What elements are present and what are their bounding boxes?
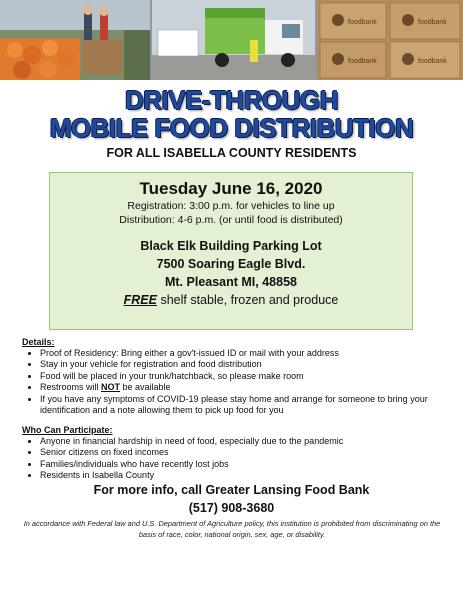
- flyer-title-line2: MOBILE FOOD DISTRIBUTION: [49, 113, 414, 143]
- details-heading: Details:: [22, 337, 55, 347]
- details-section: [22, 336, 442, 416]
- list-item: • Stay in your vehicle for registration and food distribution: [40, 359, 442, 370]
- registration-time: Registration: 3:00 p.m. for vehicles to line up: [127, 200, 335, 212]
- event-info-box: [49, 172, 413, 330]
- free-food-description: shelf stable, frozen and produce: [156, 293, 339, 307]
- restrooms-pre: Restrooms will: [40, 382, 102, 393]
- details-list: [22, 348, 442, 416]
- address-street: 7500 Soaring Eagle Blvd.: [156, 257, 306, 271]
- box-brand-label: foodbank: [418, 19, 447, 26]
- nondiscrimination-statement: In accordance with Federal law and U.S. Department of Agriculture policy, this institution is prohibited from discriminating on the basis of race, color, national origin, sex, age, or disability.: [23, 519, 441, 539]
- restrooms-post: be available: [120, 382, 171, 393]
- flyer-subtitle: FOR ALL ISABELLA COUNTY RESIDENTS: [106, 146, 357, 160]
- banner-collage: [0, 0, 463, 80]
- event-location: [50, 237, 412, 309]
- participate-heading: Who Can Participate:: [22, 425, 113, 435]
- list-item: • Anyone in financial hardship in need of food, especially due to the pandemic: [40, 436, 442, 447]
- box-brand-label: foodbank: [418, 58, 447, 65]
- contact-line: For more info, call Greater Lansing Food Bank: [93, 483, 370, 497]
- list-item: • Families/individuals who have recently lost jobs: [40, 459, 442, 470]
- participate-list: [22, 436, 442, 482]
- box-brand-label: foodbank: [348, 58, 377, 65]
- list-item: • Senior citizens on fixed incomes: [40, 447, 442, 458]
- participate-section: [22, 424, 442, 482]
- list-item: [40, 382, 442, 393]
- flyer-title-line1: DRIVE-THROUGH: [124, 85, 339, 115]
- list-item: • Proof of Residency: Bring either a gov't-issued ID or mail with your address: [40, 348, 442, 359]
- list-item: • Residents in Isabella County: [40, 470, 442, 481]
- photo-banner: [0, 0, 463, 80]
- event-date: Tuesday June 16, 2020: [139, 179, 323, 198]
- free-word: FREE: [123, 293, 157, 307]
- restrooms-not: NOT: [101, 382, 121, 393]
- location-name: Black Elk Building Parking Lot: [140, 239, 322, 253]
- box-brand-label: foodbank: [348, 19, 377, 26]
- free-food-line: [50, 291, 412, 309]
- list-item: • Food will be placed in your trunk/hatchback, so please make room: [40, 371, 442, 382]
- contact-phone: (517) 908-3680: [188, 501, 275, 515]
- address-city: Mt. Pleasant MI, 48858: [164, 275, 297, 289]
- distribution-time: Distribution: 4-6 p.m. (or until food is distributed): [119, 214, 343, 226]
- contact-info: [0, 481, 463, 517]
- list-item: • If you have any symptoms of COVID-19 please stay home and arrange for someone to bring your identification and a note allowing them to pick up food for you: [40, 394, 442, 417]
